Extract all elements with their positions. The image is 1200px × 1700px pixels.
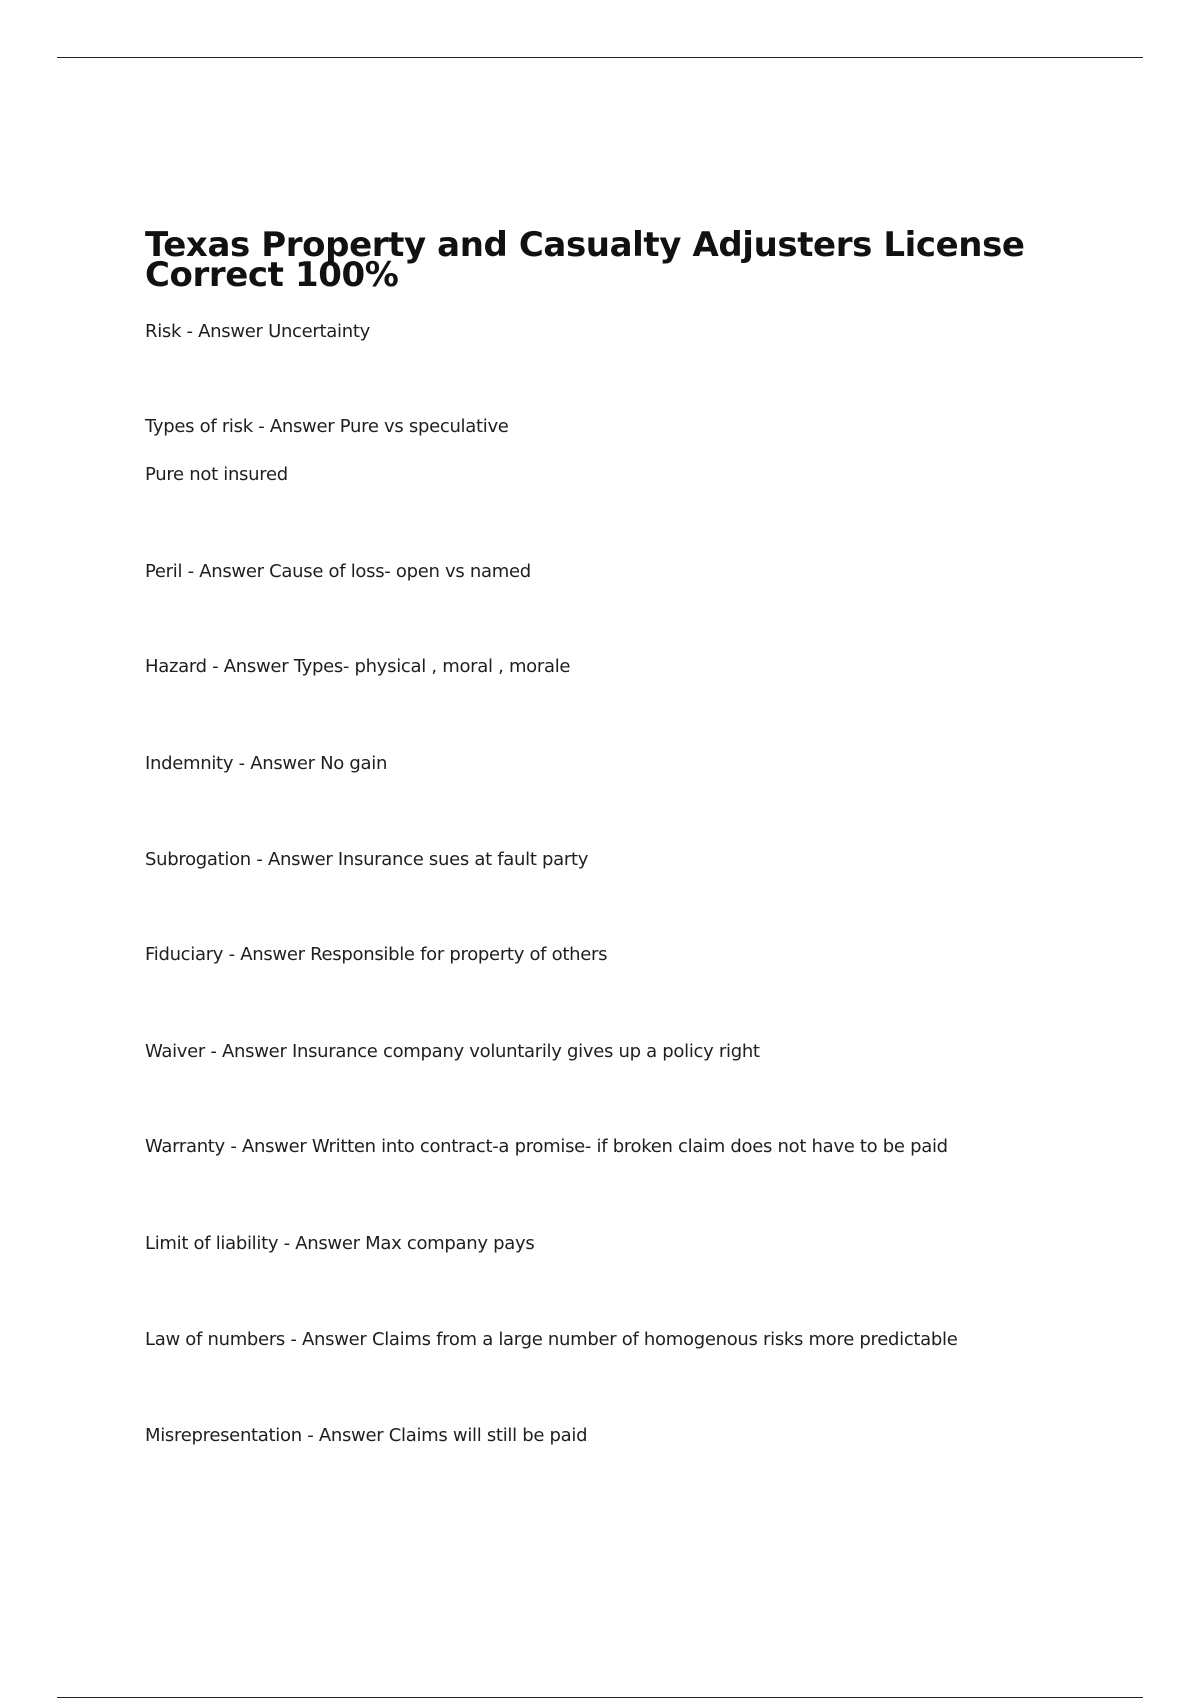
qa-law-of-numbers: Law of numbers - Answer Claims from a large number of homogenous risks more predictable	[145, 1329, 958, 1350]
qa-subrogation: Subrogation - Answer Insurance sues at fault party	[145, 849, 589, 870]
qa-indemnity: Indemnity - Answer No gain	[145, 753, 388, 774]
qa-fiduciary: Fiduciary - Answer Responsible for property of others	[145, 944, 608, 965]
qa-risk: Risk - Answer Uncertainty	[145, 321, 370, 342]
qa-warranty: Warranty - Answer Written into contract-a promise- if broken claim does not have to be paid	[145, 1136, 948, 1157]
qa-types-of-risk-note: Pure not insured	[145, 464, 288, 485]
qa-misrepresentation: Misrepresentation - Answer Claims will still be paid	[145, 1425, 588, 1446]
qa-limit-of-liability: Limit of liability - Answer Max company pays	[145, 1233, 535, 1254]
top-divider	[57, 57, 1143, 58]
page-title: Texas Property and Casualty Adjusters License Correct 100%	[145, 225, 1025, 295]
bottom-divider	[57, 1697, 1143, 1698]
qa-hazard: Hazard - Answer Types- physical , moral , morale	[145, 656, 571, 677]
qa-peril: Peril - Answer Cause of loss- open vs named	[145, 561, 531, 582]
qa-waiver: Waiver - Answer Insurance company voluntarily gives up a policy right	[145, 1041, 760, 1062]
qa-types-of-risk: Types of risk - Answer Pure vs speculative	[145, 416, 509, 437]
